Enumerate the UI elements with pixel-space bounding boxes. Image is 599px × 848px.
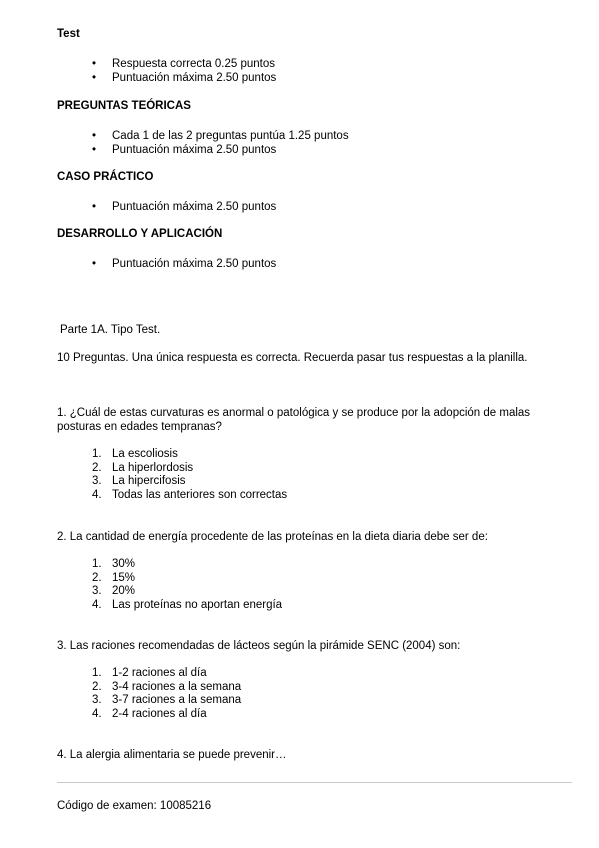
development-scoring-list xyxy=(92,257,276,271)
section-title-development: DESARROLLO Y APLICACIÓN xyxy=(57,228,223,240)
question-1-text: 1. ¿Cuál de estas curvaturas es anormal o patológica y se produce por la adopción de malas posturas en edades tempranas? xyxy=(57,407,531,433)
footer-divider xyxy=(57,782,572,783)
list-item: • Puntuación máxima 2.50 puntos xyxy=(92,200,276,214)
option-item: 3. La hipercifosis xyxy=(92,475,186,487)
option-item: 1. 30% xyxy=(92,558,136,570)
option-item: 3. 20% xyxy=(92,585,136,597)
part-instructions: 10 Preguntas. Una única respuesta es correcta. Recuerda pasar tus respuestas a la planilla. xyxy=(57,352,528,364)
case-scoring-list xyxy=(92,200,276,214)
option-item: 2. La hiperlordosis xyxy=(92,461,194,474)
question-3-options xyxy=(92,667,241,721)
question-3-text: 3. Las raciones recomendadas de lácteos según la pirámide SENC (2004) son: xyxy=(57,640,461,652)
option-item: 4. Las proteínas no aportan energía xyxy=(92,598,283,611)
section-title-case: CASO PRÁCTICO xyxy=(57,171,154,183)
option-item: 4. Todas las anteriores son correctas xyxy=(92,488,288,501)
part-title: Parte 1A. Tipo Test. xyxy=(60,324,161,336)
question-2-text: 2. La cantidad de energía procedente de las proteínas en la dieta diaria debe ser de: xyxy=(57,531,488,543)
section-title-theory: PREGUNTAS TEÓRICAS xyxy=(57,100,191,112)
option-item: 2. 3-4 raciones a la semana xyxy=(92,680,242,693)
option-item: 1. 1-2 raciones al día xyxy=(92,667,207,679)
option-item: 1. La escoliosis xyxy=(92,448,178,460)
option-item: 3. 3-7 raciones a la semana xyxy=(92,694,242,706)
list-item: • Puntuación máxima 2.50 puntos xyxy=(92,143,349,157)
list-item: • Respuesta correcta 0.25 puntos xyxy=(92,57,276,71)
list-item: • Puntuación máxima 2.50 puntos xyxy=(92,257,276,271)
test-scoring-list xyxy=(92,57,276,85)
list-item: • Cada 1 de las 2 preguntas puntúa 1.25 puntos xyxy=(92,129,349,143)
question-1-options xyxy=(92,448,287,502)
option-item: 2. 15% xyxy=(92,571,136,584)
section-title-test: Test xyxy=(57,28,80,40)
question-2-options xyxy=(92,558,282,612)
question-4-text: 4. La alergia alimentaria se puede prevenir… xyxy=(57,749,287,761)
option-item: 4. 2-4 raciones al día xyxy=(92,707,207,720)
theory-scoring-list xyxy=(92,129,349,157)
list-item: • Puntuación máxima 2.50 puntos xyxy=(92,71,276,85)
exam-code: Código de examen: 10085216 xyxy=(57,800,212,812)
